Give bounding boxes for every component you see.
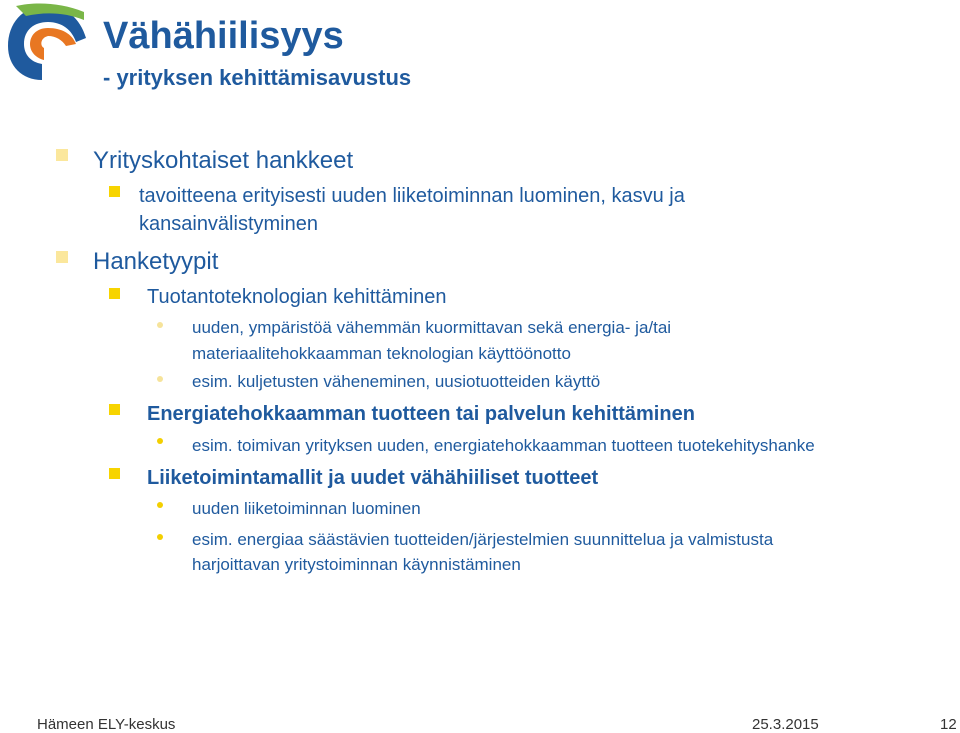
footer-date: 25.3.2015	[752, 716, 819, 733]
slide-subtitle: - yrityksen kehittämisavustus	[103, 65, 412, 90]
bullet-level1: Yrityskohtaiset hankkeet	[93, 147, 354, 174]
bullet-level2-heading: Energiatehokkaamman tuotteen tai palvelun kehittäminen	[147, 403, 695, 425]
bullet-level2: tavoitteena erityisesti uuden liiketoiminnan luominen, kasvu ja	[139, 185, 685, 207]
bullet-level3-icon	[157, 534, 163, 540]
bullet-level2-continued: kansainvälistyminen	[139, 213, 318, 235]
bullet-level3-continued: materiaalitehokkaamman teknologian käyttöönotto	[192, 344, 571, 363]
footer-organization: Hämeen ELY-keskus	[37, 716, 176, 733]
bullet-level2-icon	[109, 468, 120, 479]
bullet-level2-icon	[109, 186, 120, 197]
ely-logo-icon	[4, 2, 88, 82]
bullet-level3: uuden liiketoiminnan luominen	[192, 499, 421, 518]
bullet-level3: esim. toimivan yrityksen uuden, energiatehokkaamman tuotteen tuotekehityshanke	[192, 436, 815, 455]
bullet-level1-icon	[56, 251, 68, 263]
bullet-level2-heading: Liiketoimintamallit ja uudet vähähiiliset tuotteet	[147, 467, 599, 489]
bullet-level3: esim. energiaa säästävien tuotteiden/järjestelmien suunnittelua ja valmistusta	[192, 530, 774, 549]
bullet-level3-icon	[157, 322, 163, 328]
bullet-level3: uuden, ympäristöä vähemmän kuormittavan sekä energia- ja/tai	[192, 318, 672, 337]
bullet-level3-icon	[157, 502, 163, 508]
bullet-level3-icon	[157, 438, 163, 444]
bullet-level3-icon	[157, 376, 163, 382]
bullet-level2-icon	[109, 404, 120, 415]
bullet-level3-continued: harjoittavan yritystoiminnan käynnistäminen	[192, 555, 521, 574]
bullet-level1-icon	[56, 149, 68, 161]
bullet-level3: esim. kuljetusten väheneminen, uusiotuotteiden käyttö	[192, 372, 601, 391]
slide-title: Vähähiilisyys	[103, 15, 344, 57]
bullet-level2-icon	[109, 288, 120, 299]
bullet-level2: Tuotantoteknologian kehittäminen	[147, 286, 447, 308]
bullet-level1: Hanketyypit	[93, 248, 219, 275]
footer-page-number: 12	[940, 716, 957, 733]
